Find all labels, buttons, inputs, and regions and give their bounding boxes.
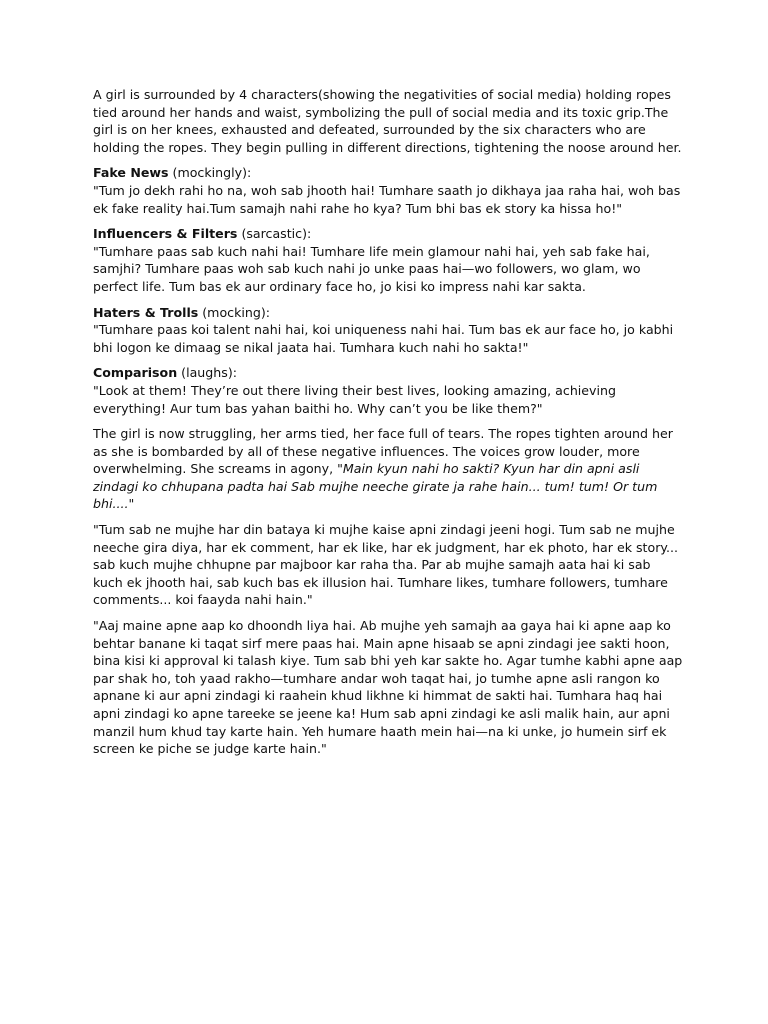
dialogue-haters-trolls <box>93 304 683 357</box>
speaker-name: Fake News <box>93 165 169 181</box>
speaker-tone: (laughs): <box>177 365 237 381</box>
dialogue-text: "Look at them! They’re out there living their best lives, looking amazing, achieving everything! Aur tum bas yahan baithi ho. Why can’t you be like them?" <box>93 382 616 416</box>
response-paragraph-2: "Aaj maine apne aap ko dhoondh liya hai. Ab mujhe yeh samajh aa gaya hai ki apne aap ko behtar banane ki taqat sirf mere paas hai. Main apne hisaab se apni zindagi jee sakti hoon, bina kisi ki approval ki talash kiye. Tum sab bhi yeh kar sakte ho. Agar tumhe kabhi apne aap par shak ho, toh yaad rakho—tumhare andar woh taqat hai, jo tumhe apne asli rangon ko apnane ki aur apni zindagi ki raahein khud likhne ki himmat de sakti hai. Tumhara haq hai apni zindagi ko apne tareeke se jeene ka! Hum sab apni zindagi ke asli malik hain, aur apni manzil hum khud tay karte hain. Yeh humare haath mein hai—na ki unke, jo humein sirf ek screen ke piche se judge karte hain." <box>93 618 683 757</box>
speaker-name: Haters & Trolls <box>93 304 199 320</box>
dialogue-fake-news <box>93 164 683 217</box>
intro-paragraph: A girl is surrounded by 4 characters(showing the negativities of social media) holding ropes tied around her hands and waist, symbolizing the pull of social media and its toxic grip.The girl is on her knees, exhausted and defeated, surrounded by the six characters who are holding the ropes. They begin pulling in different directions, tightening the noose around her. <box>93 87 682 155</box>
speaker-tone: (mocking): <box>198 304 271 320</box>
scream-text: "Main kyun nahi ho sakti? Kyun har din apni asli zindagi ko chhupana padta hai Sab mujhe neeche girate ja rahe hain... tum! tum! Or tum bhi.... <box>93 461 658 512</box>
speaker-tone: (sarcastic): <box>237 226 312 242</box>
scream-end: " <box>128 496 135 512</box>
document-page <box>93 86 683 766</box>
dialogue-text: "Tum jo dekh rahi ho na, woh sab jhooth hai! Tumhare saath jo dikhaya jaa raha hai, woh bas ek fake reality hai.Tum samajh nahi rahe ho kya? Tum bhi bas ek story ka hissa ho!" <box>93 182 681 216</box>
dialogue-text: "Tumhare paas koi talent nahi hai, koi uniqueness nahi hai. Tum bas ek aur face ho, jo kabhi bhi logon ke dimaag se nikal jaata hai. Tumhara kuch nahi ho sakta!" <box>93 322 674 355</box>
dialogue-influencers-filters <box>93 225 683 295</box>
speaker-name: Influencers & Filters <box>93 226 238 242</box>
struggle-paragraph <box>93 425 683 513</box>
speaker-name: Comparison <box>93 365 178 381</box>
response-paragraph-1: "Tum sab ne mujhe har din bataya ki mujhe kaise apni zindagi jeeni hogi. Tum sab ne mujhe neeche gira diya, har ek comment, har ek like, har ek judgment, har ek photo, har ek story... sab kuch mujhe chhupne par majboor kar raha tha. Par ab mujhe samajh aata hai ki sab kuch ek jhooth hai, sab kuch bas ek illusion hai. Tumhare likes, tumhare followers, tumhare comments... koi faayda nahi hain." <box>93 522 679 608</box>
struggle-text: The girl is now struggling, her arms tied, her face full of tears. The ropes tighten around her as she is bombarded by all of these negative influences. The voices grow louder, more overwhelming. She screams in agony, <box>93 426 673 477</box>
speaker-tone: (mockingly): <box>168 165 252 181</box>
dialogue-comparison <box>93 364 683 417</box>
dialogue-text: "Tumhare paas sab kuch nahi hai! Tumhare life mein glamour nahi hai, yeh sab fake hai, samjhi? Tumhare paas woh sab kuch nahi jo unke paas hai—wo followers, wo glam, wo perfect life. Tum bas ek aur ordinary face ho, jo kisi ko impress nahi kar sakta. <box>93 243 650 294</box>
